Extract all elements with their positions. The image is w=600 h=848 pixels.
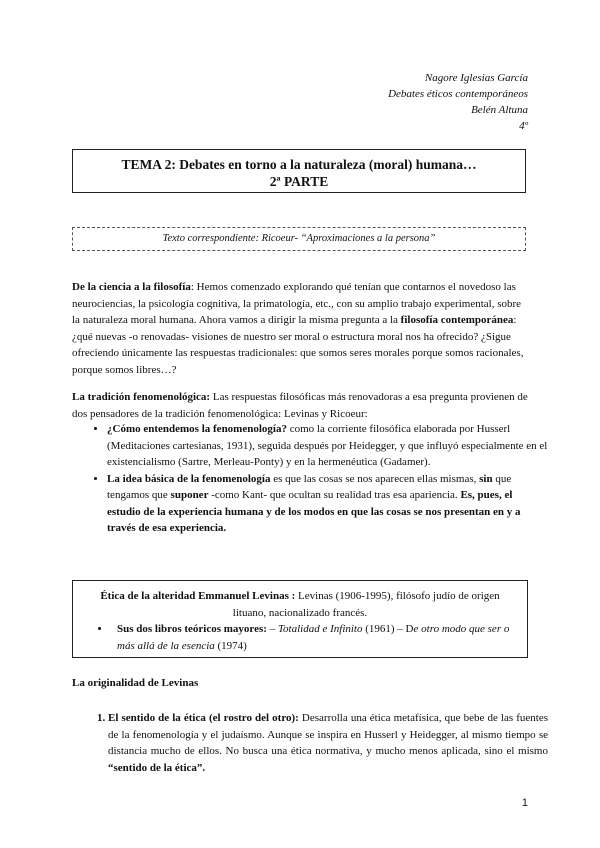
section-heading: De la ciencia a la filosofía (72, 281, 191, 293)
bullet-text: – (266, 623, 278, 635)
originalidad-heading: La originalidad de Levinas (72, 677, 199, 689)
levinas-info-box (72, 580, 528, 658)
list-item (107, 471, 548, 537)
title-box (72, 149, 526, 193)
reference-text: Texto correspondiente: Ricoeur- “Aproximaciones a la persona” (162, 233, 436, 244)
bullet-text: como la corriente filosófica elaborada por Husserl (Meditaciones cartesianas, 1931), seguida después por Heidegger, y que influyó especialmente en el existencialismo (Sartre, Merleau-Ponty) y en la hermenéutica (Gadamer). (107, 423, 548, 468)
bullet-bold: Es, pues, el estudio de la experiencia humana y de los modos en que las cosas se nos presentan en y a través de esa experiencia. (107, 489, 521, 534)
bullet-text: (1961) – D (362, 623, 414, 635)
bullet-text: que tengamos que (107, 472, 512, 501)
subject-name: Debates éticos contemporáneos (388, 88, 528, 100)
item-bold: “sentido de la ética”. (108, 761, 206, 774)
bullet-text: (1974) (214, 639, 247, 652)
bullet-bold: Sus dos libros teóricos mayores: (117, 623, 267, 635)
section-text: : Hemos comenzado explorando qué tenían que contarnos el novedoso las neurociencias, la psicología cognitiva, la primatología, etc., con su amplio trabajo experimental, sobre la naturaleza moral humana. Ahora vamos a dirigir la misma pregunta a la (72, 281, 522, 326)
page-number: 1 (521, 797, 528, 809)
item-bold: El sentido de la ética (el rostro del otro): (108, 712, 299, 724)
item-text: Desarrolla una ética metafísica, que bebe de las fuentes de la fenomenología y el judaísmo. Aunque se inspira en Husserl y Heidegger, al mismo tiempo se distancia mucho de ellos. No busca una ética normativa, y mucho menos aplicada, sino el mismo (108, 712, 548, 757)
levinas-intro (73, 581, 527, 621)
list-item (108, 710, 548, 776)
bullet-text: -como Kant- que ocultan su realidad tras esa apariencia. (208, 489, 461, 501)
bullet-bold: sin (479, 472, 493, 485)
section-tradicion-fenomenologica (72, 389, 530, 422)
document-header (388, 70, 528, 134)
reference-text-box (72, 227, 526, 251)
bold-term: filosofía contemporánea (400, 314, 514, 326)
course-level: 4º (519, 120, 528, 132)
section-ciencia-filosofia (72, 279, 530, 378)
book-title: Totalidad e Infinito (277, 623, 363, 635)
section-text: Las respuestas filosóficas más renovadoras a esa pregunta provienen de dos pensadores de la tradición fenomenológica: Levinas y Ricoeur: (72, 391, 528, 420)
bullet-bold: La idea básica de la fenomenología (107, 472, 271, 485)
book-title: e otro modo que ser o más allá de la esencia (117, 623, 510, 652)
levinas-bullet-list (73, 621, 527, 654)
originalidad-numbered-list (90, 710, 548, 776)
section-text: : ¿qué nuevas -o renovadas- visiones de nuestro ser moral o estructura moral nos ha ofrecido? ¿Sigue ofreciendo únicamente las respuestas tradicionales: que somos seres morales porque somos racionales, porque somos libres…? (72, 314, 524, 376)
bullet-bold: ¿Cómo entendemos la fenomenología? (107, 423, 287, 435)
levinas-heading: Ética de la alteridad Emmanuel Levinas : (100, 590, 296, 602)
bullet-text: es que las cosas se nos aparecen ellas mismas, (270, 472, 480, 485)
bullet-bold: suponer (170, 489, 209, 501)
title-line-1: TEMA 2: Debates en torno a la naturaleza (moral) humana… (121, 157, 477, 172)
title-line-2: 2ª PARTE (269, 174, 329, 189)
section-heading: La tradición fenomenológica: (72, 391, 211, 403)
list-item (107, 421, 548, 471)
teacher-name: Belén Altuna (471, 104, 528, 116)
author-name: Nagore Iglesias García (424, 72, 528, 84)
levinas-text: Levinas (1906-1995), filósofo judío de origen lituano, nacionalizado francés. (232, 590, 500, 619)
fenomenologia-bullet-list (89, 421, 548, 537)
list-item (111, 621, 527, 654)
